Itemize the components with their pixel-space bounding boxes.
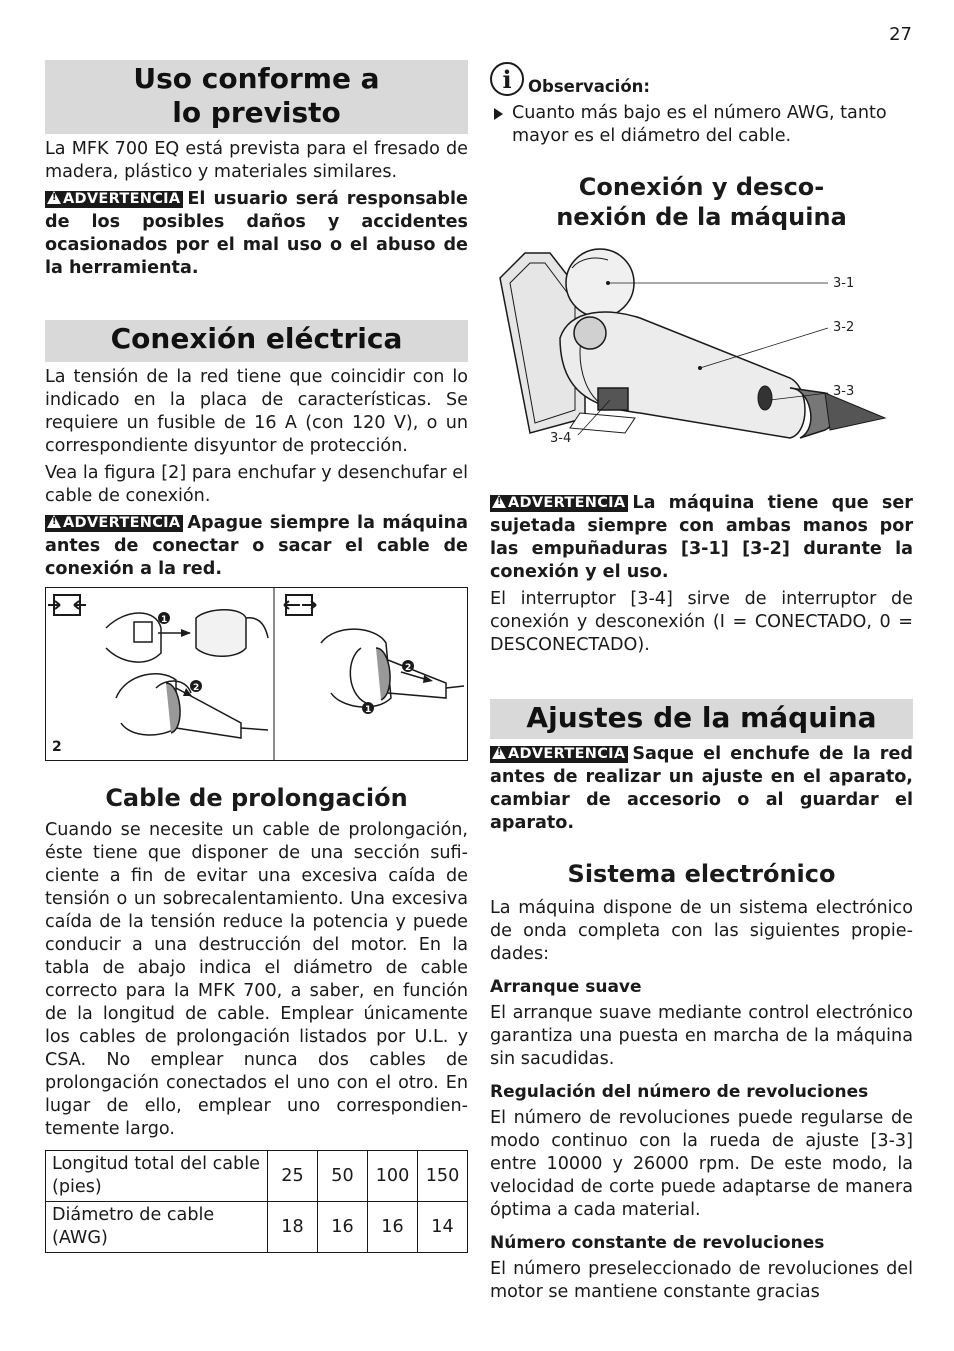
section-title-ajustes: Ajustes de la máquina xyxy=(490,699,913,739)
step-2-label-right: 2 xyxy=(405,663,412,673)
warning-badge: !ADVERTENCIA xyxy=(490,495,628,512)
callout-3-4: 3-4 xyxy=(550,431,572,446)
callout-3-1: 3-1 xyxy=(833,276,855,291)
warning-badge: !ADVERTENCIA xyxy=(45,191,183,208)
regulacion-body: El número de revoluciones puede regularse de modo continuo con la rueda de ajuste [3-3] entre 10000 y 26000 rpm. De este modo, la velocidad de corte puede adaptarse de manera óptima a cada material. xyxy=(490,1108,913,1220)
cable-table xyxy=(45,1150,468,1253)
figure-number: 2 xyxy=(52,739,62,755)
warning-icon xyxy=(492,746,506,759)
disconnect-icon xyxy=(284,595,316,615)
constante-body: El número preseleccionado de revoluciones del motor se mantiene constante gracias xyxy=(490,1259,913,1302)
conexion-p1: La tensión de la red tiene que coincidir con lo indicado en la placa de características. Se requiere un fusible de 16 A (con 120 V), o un correspondiente disyuntor de protección. xyxy=(45,367,468,456)
constante-heading: Número constante de revoluciones xyxy=(490,1233,825,1253)
warning-icon xyxy=(47,515,61,528)
regulacion-heading: Regulación del número de revoluciones xyxy=(490,1082,869,1102)
table-row: Longitud total del cable (pies) 25 50 100 150 xyxy=(46,1151,468,1202)
step-1-label-right: 1 xyxy=(365,705,372,715)
figure-3-machine xyxy=(490,238,913,478)
section-title-conexion-maquina: Conexión y desco- nexión de la máquina xyxy=(556,173,847,231)
conexion-p2: Vea la figura [2] para enchufar y desenchufar el cable de conexión. xyxy=(45,463,468,506)
table-row: Diámetro de cable (AWG) 18 16 16 14 xyxy=(46,1202,468,1253)
section-title-uso: Uso conforme a lo previsto xyxy=(45,60,468,134)
observation-heading: i Observación: xyxy=(490,62,913,96)
bullet-arrow-icon xyxy=(494,108,503,120)
section-title-electronico: Sistema electrónico xyxy=(567,860,836,888)
page-number: 27 xyxy=(889,24,912,45)
warning-badge: !ADVERTENCIA xyxy=(490,746,628,763)
conexion-warning: !ADVERTENCIA Apague siempre la máquina antes de conectar o sacar el cable de conexión a la red. xyxy=(45,512,468,581)
warning-icon xyxy=(492,495,506,508)
electronico-intro: La máquina dispone de un sistema electrónico de onda completa con las siguientes propiedades: xyxy=(490,898,913,964)
cable-body: Cuando se necesite un cable de prolongación, éste tiene que disponer de una sección suficiente a fin de evitar una excesiva caída de tensión o un sobrecalentamiento. Una excesiva caída de la tensión reduce la potencia y puede conducir a una destrucción del motor. En la tabla de abajo indica el diámetro de cable correcto para la MFK 700, a saber, en función de la longitud de cable. Emplear únicamente los cables de prolongación listados por U.L. y CSA. No emplear nunca dos cables de prolongación conectados el uno con el otro. En lugar de ello, emplear uno correspondientemente largo. xyxy=(45,820,468,1139)
plug-illustration xyxy=(46,588,467,760)
arranque-body: El arranque suave mediante control electrónico garantiza una puesta en marcha de la máquina sin sacudidas. xyxy=(490,1003,913,1069)
table-cell-label: Diámetro de cable (AWG) xyxy=(46,1202,268,1253)
right-column xyxy=(490,60,913,1304)
section-title-conexion: Conexión eléctrica xyxy=(45,320,468,362)
callout-3-2: 3-2 xyxy=(833,320,855,335)
section-title-cable: Cable de prolongación xyxy=(105,784,408,812)
connect-icon xyxy=(48,595,86,615)
left-column xyxy=(45,60,468,1253)
figure-2-plug xyxy=(45,587,468,761)
step-1-label: 1 xyxy=(161,615,168,625)
step-2-label: 2 xyxy=(193,683,200,693)
info-icon: i xyxy=(490,62,524,96)
warning-badge: !ADVERTENCIA xyxy=(45,515,183,532)
ajustes-warning: !ADVERTENCIA Saque el enchufe de la red antes de realizar un ajuste en el aparato, cambiar de accesorio o al guardar el aparato. xyxy=(490,743,913,835)
callout-3-3: 3-3 xyxy=(833,384,855,399)
uso-warning: !ADVERTENCIA El usuario será responsable de los posibles daños y accidentes ocasionados por el mal uso o el abuso de la herramienta. xyxy=(45,188,468,280)
conexion-maquina-warning: !ADVERTENCIA La máquina tiene que ser sujetada siempre con ambas manos por las empuñaduras [3-1] [3-2] durante la conexión y el uso. xyxy=(490,492,913,584)
uso-body: La MFK 700 EQ está prevista para el fresado de madera, plástico y materiales similares. xyxy=(45,139,468,182)
conexion-maquina-body: El interruptor [3-4] sirve de interruptor de conexión y desconexión (I = CONECTADO, 0 = DESCONECTADO). xyxy=(490,589,913,655)
table-cell-label: Longitud total del cable (pies) xyxy=(46,1151,268,1202)
arranque-heading: Arranque suave xyxy=(490,977,642,997)
observation-item: Cuanto más bajo es el número AWG, tanto mayor es el diámetro del cable. xyxy=(490,102,913,148)
warning-icon xyxy=(47,191,61,204)
